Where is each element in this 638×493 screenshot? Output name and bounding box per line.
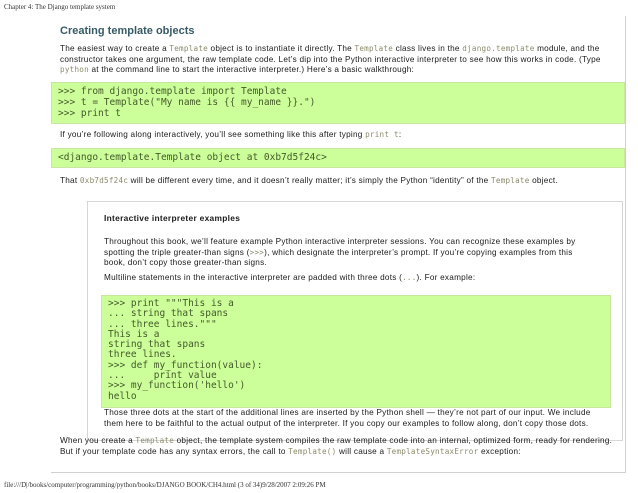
inline-code: ... (402, 273, 417, 282)
identity-paragraph: That 0xb7d5f24c will be different every time, and it doesn’t really matter; it’s simply the Python “identity” of the Template object. (60, 176, 558, 185)
code-line: >>> print """This is a (108, 298, 234, 309)
inline-code: print t (365, 130, 399, 139)
code-block-multiline-example (101, 295, 611, 408)
note-title: Interactive interpreter examples (104, 213, 241, 223)
interpreter-note-box (87, 201, 623, 441)
code-line: >>> t = Template("My name is {{ my_name }}.") (58, 96, 316, 108)
code-line: >>> my_function('hello') (108, 380, 246, 392)
inline-code: 0xb7d5f24c (79, 176, 129, 185)
inline-code: >>> (249, 247, 265, 257)
page-header: Chapter 4: The Django template system (4, 3, 116, 11)
code-block-walkthrough (51, 82, 625, 124)
inline-code: Template (491, 176, 530, 185)
note-paragraph-dots: Those three dots at the start of the additional lines are inserted by the Python shell — they’re not part of our input. We include them here to be faithful to the actual output of the interpreter. If you copy our examples to follow along, don’t copy those dots. (104, 408, 591, 428)
code-line: ... string that spans (108, 308, 229, 320)
inline-code: Template() (288, 446, 337, 456)
inline-code: django.template (462, 44, 535, 53)
note-paragraph-multiline: Multiline statements in the interactive interpreter are padded with three dots (...). For example: (104, 273, 476, 282)
page-footer: file:///D|/books/computer/programming/python/books/DJANGO BOOK/CH4.html (3 of 34)9/28/2007 2:09:26 PM (4, 481, 326, 489)
code-line: >>> def my_function(value): (108, 359, 263, 371)
note-paragraph-prompts: Throughout this book, we’ll feature example Python interactive interpreter sessions. You can recognize these examples by spotting the triple greater-than signs (>>>), which designate the interpreter’s prompt. If you’re copying examples from this book, don’t copy those greater-than signs. (104, 237, 576, 267)
section-title: Creating template objects (60, 25, 195, 37)
code-line: string that spans (108, 339, 206, 351)
inline-code: Template (135, 436, 175, 445)
inline-code: Template (169, 44, 208, 53)
code-line: ... three lines.""" (108, 318, 217, 330)
inline-code: TemplateSyntaxError (386, 446, 479, 456)
content-area (51, 16, 626, 473)
inline-code: Template (354, 44, 394, 53)
code-line: hello (108, 390, 137, 402)
code-line: three lines. (108, 349, 177, 361)
code-line: This is a (108, 328, 160, 340)
code-line: >>> print t (58, 107, 121, 119)
code-block-template-object (51, 148, 625, 168)
code-line: <django.template.Template object at 0xb7d5f24c> (58, 152, 327, 163)
intro-paragraph: The easiest way to create a Template object is to instantiate it directly. The Template class lives in the django.template module, and the constructor takes one argument, the raw template code. Let’s dip into the Python interactive interpreter to see how this works in code. (Type python at the command line to start the interactive interpreter.) Here’s a basic walkthrough: (60, 44, 601, 74)
code-line: ... print value (108, 370, 217, 382)
compile-paragraph: When you create a Template object, the template system compiles the raw template code into an internal, optimized form, ready for rendering. But if your template code has any syntax errors, the call to Template() will cause a TemplateSyntaxError exception: (60, 436, 613, 456)
following-along-paragraph: If you’re following along interactively, you’ll see something like this after typing print t: (60, 130, 402, 139)
code-line: >>> from django.template import Template (58, 86, 287, 97)
inline-code: python (60, 65, 89, 74)
